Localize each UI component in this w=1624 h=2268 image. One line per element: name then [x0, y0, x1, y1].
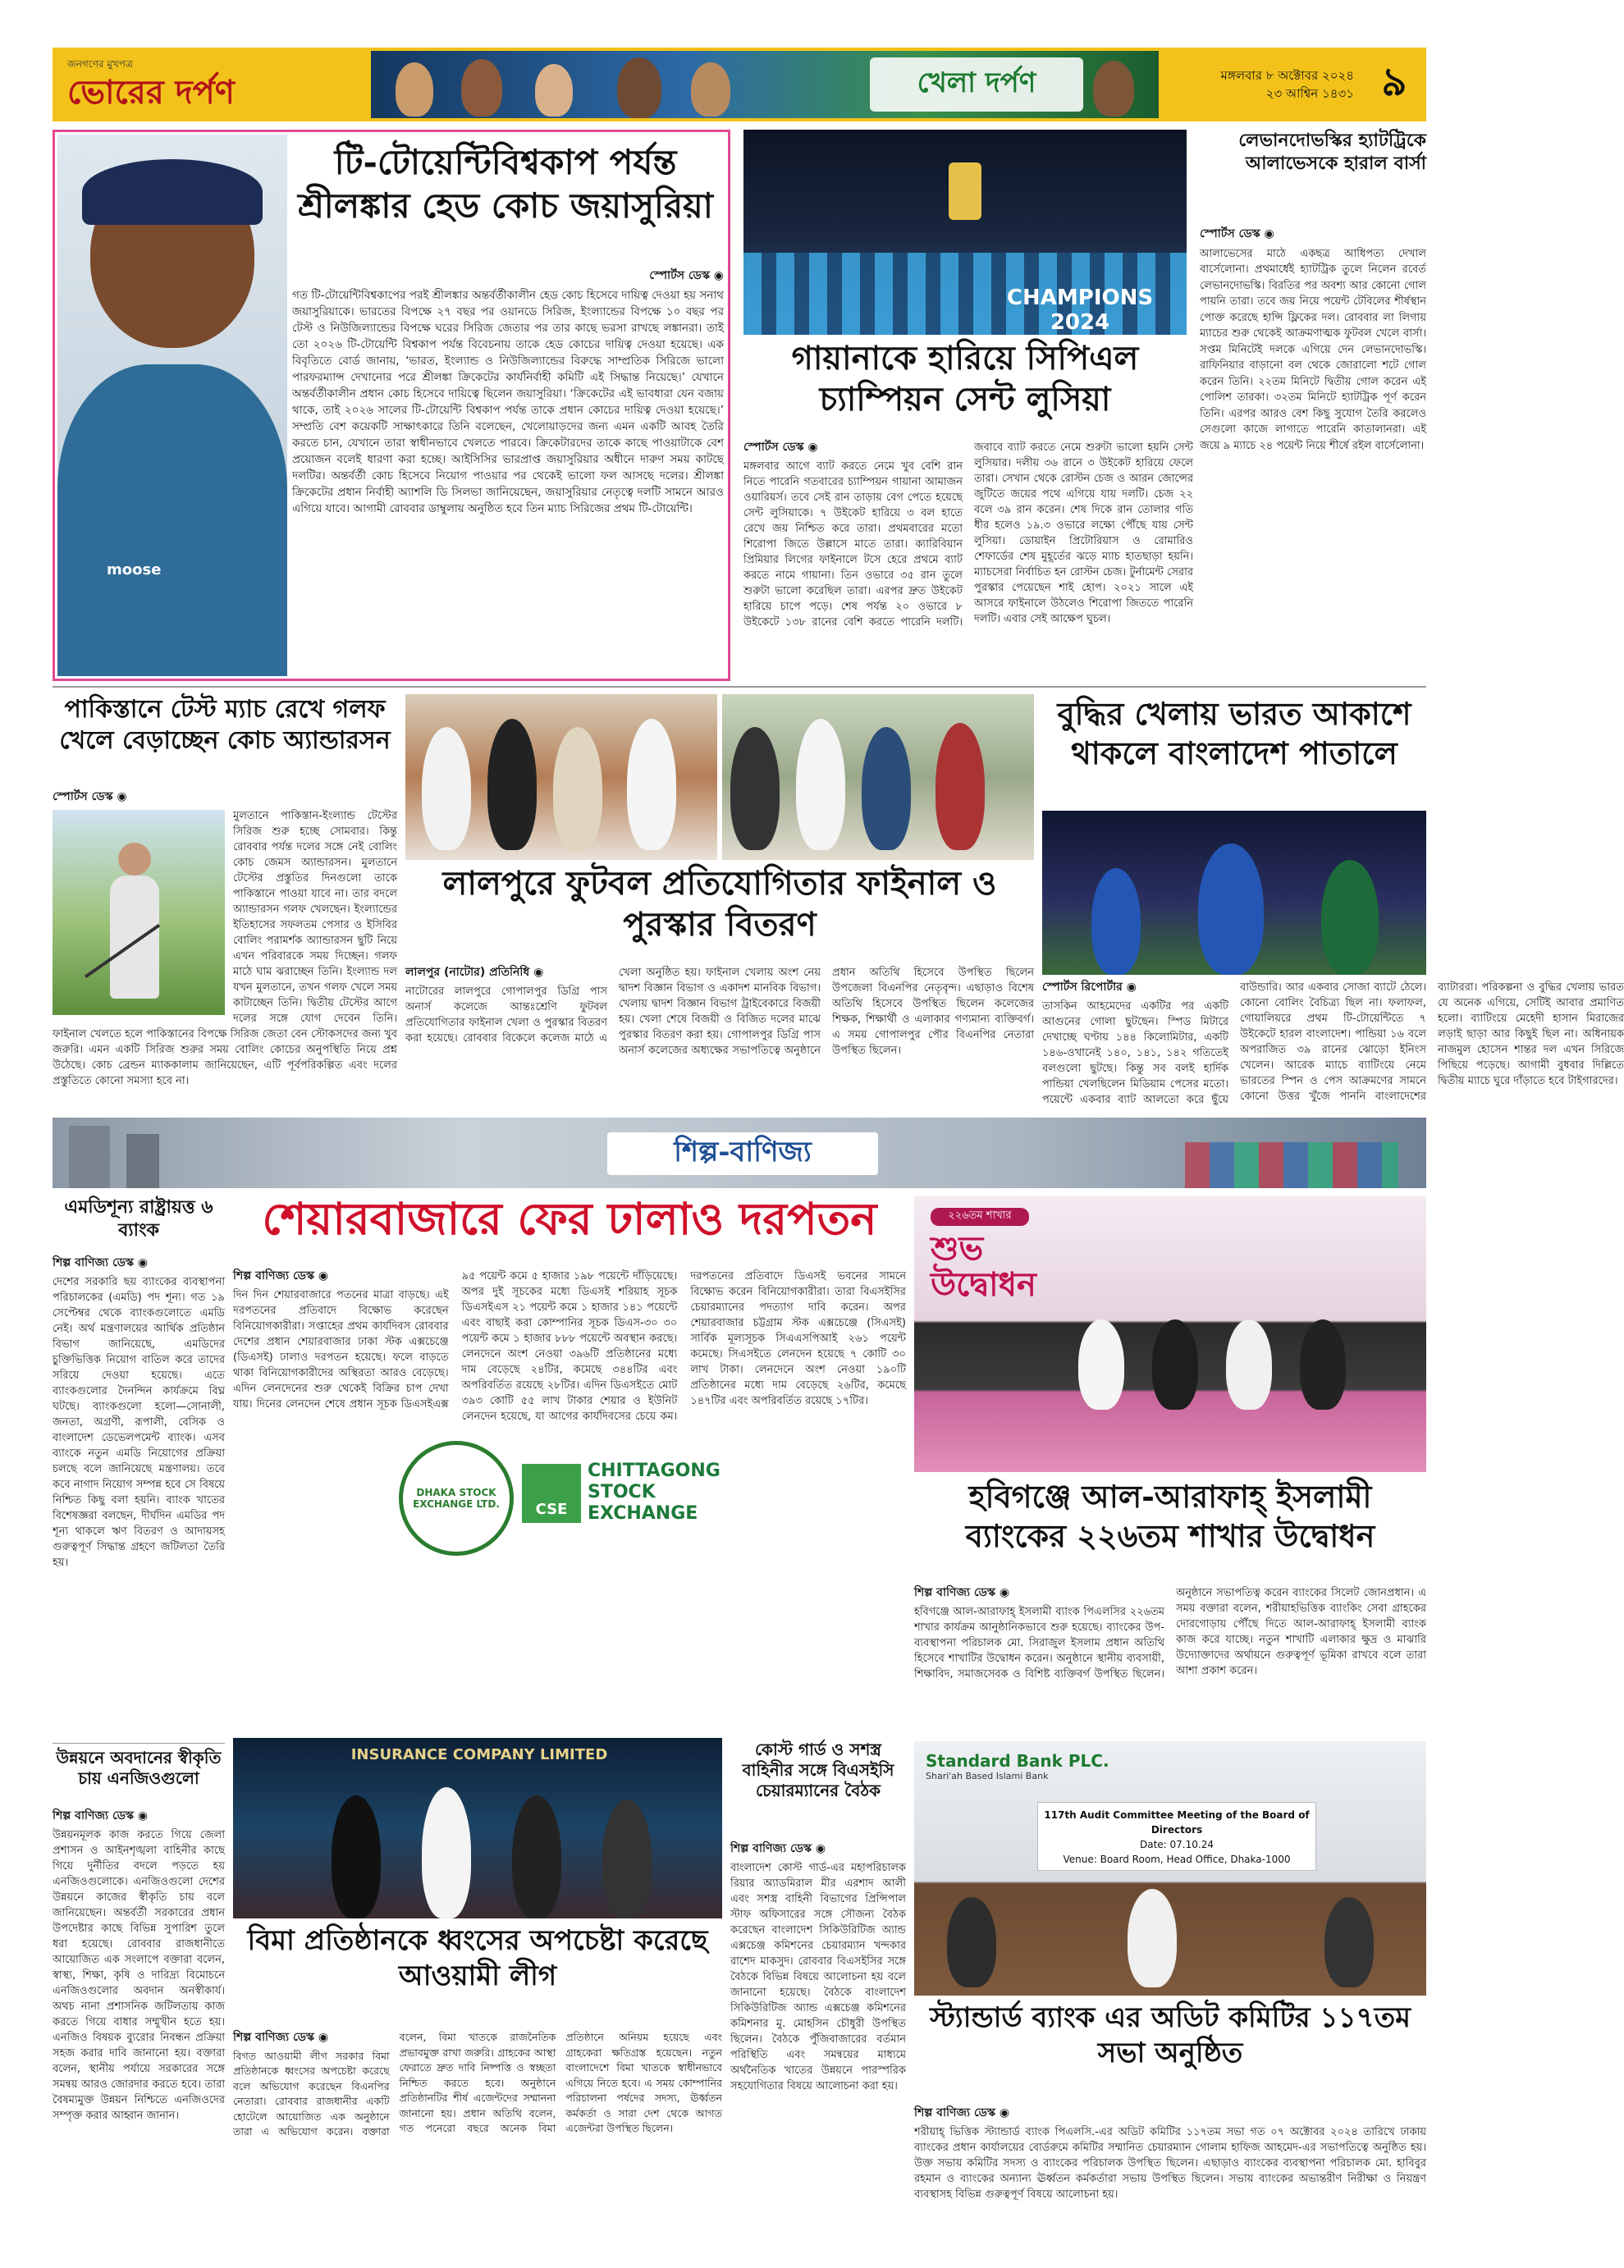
lewandowski-byline: স্পোর্টস ডেস্ক ◉	[1200, 227, 1274, 240]
banks-byline: শিল্প বাণিজ্য ডেস্ক ◉	[53, 1256, 149, 1269]
insurance-article	[233, 2030, 722, 2257]
cpl-body: মঙ্গলবার আগে ব্যাট করতে নেমে খুব বেশি রান নিতে পারেনি গতবারের চ্যাম্পিয়ন গায়ানা আমাজন ওয়ারিয়র্স। তবে সেই রান তাড়ায় বেগ পেতে হয়েছে সেন্ট লুসিয়াকে। ৭ উইকেট হারিয়ে ৩ বল হাতে রেখে জয় নিশ্চিত করে তারা। প্রথমবারের মতো শিরোপা জিতে উল্লাসে মাতে তারা। ক্যারিবিয়ান প্রিমিয়ার লিগের ফাইনালে টসে হেরে প্রথমে ব্যাট করতে নামে গায়ানা। তিন ওভারে ৩৫ রান তুলে শুরুটা ভালো করেছিল তারা। এরপর দ্রুত উইকেট হারিয়ে চাপে পড়ে। শেষ পর্যন্ত ২০ ওভারে ৮ উইকেটে ১৩৮ রানের বেশি করতে পারেনি দলটি। জবাবে ব্যাট করতে নেমে শুরুটা ভালো হয়নি সেন্ট লুসিয়ার। দলীয় ৩৬ রানে ৩ উইকেট হারিয়ে ফেলে তারা। সেখান থেকে রোস্টন চেজ ও আরন জোন্সের জুটিতে জয়ের পথে এগিয়ে যায় দলটি। চেজ ২২ বলে ৩৯ রান করেন। শেষ দিকে রান তোলার গতি ধীর হলেও ১৯.৩ ওভারে লক্ষ্যে পৌঁছে যায় সেন্ট লুসিয়া। ডোয়াইন প্রিটোরিয়াস ও রোমারিও শেফার্ডের শেষ মুহূর্তের ঝড়ে ম্যাচ হাতছাড়া হয়নি। ম্যাচসেরা নির্বাচিত হন রোস্টন চেজ। টুর্নামেন্ট সেরার পুরস্কার পেয়েছেন শাই হোপ। ২০২১ সালে এই আসরে ফাইনালে উঠলেও শিরোপা জিততে পারেনি দলটি। এবার সেই আক্ষেপ ঘুচল।	[743, 441, 1193, 629]
lalpur-headline: লালপুরে ফুটবল প্রতিযোগিতার ফাইনাল ও পুরস্কার বিতরণ	[442, 864, 997, 944]
share-headline: শেয়ারবাজারে ফের ঢালাও দরপতন	[262, 1192, 877, 1245]
india-cricket-photo	[1042, 811, 1426, 975]
divider	[53, 1743, 225, 1744]
section-title: খেলা দর্পণ	[870, 57, 1083, 112]
banks-body: দেশের সরকারি ছয় ব্যাংকের ব্যবস্থাপনা পরিচালকের (এমডি) পদ শূন্য। গত ১৯ সেপ্টেম্বর থেকে ব্যাংকগুলোতে এমডি নেই। অর্থ মন্ত্রণালয়ের আর্থিক প্রতিষ্ঠান বিভাগ জানিয়েছে, এমডিদের চুক্তিভিত্তিক নিয়োগ বাতিল করে তাদের সরিয়ে দেওয়া হয়েছে। এতে ব্যাংকগুলোর দৈনন্দিন কার্যক্রমে বিঘ্ন ঘটছে। ব্যাংকগুলো হলো—সোনালী, জনতা, অগ্রণী, রূপালী, বেসিক ও বাংলাদেশ ডেভেলপমেন্ট ব্যাংক। এসব ব্যাংকে নতুন এমডি নিয়োগের প্রক্রিয়া চলছে বলে জানিয়েছে মন্ত্রণালয়। তবে কবে নাগাদ নিয়োগ সম্পন্ন হবে সে বিষয়ে নিশ্চিত কিছু বলা হয়নি। ব্যাংক খাতের বিশেষজ্ঞরা বলছেন, দীর্ঘদিন এমডির পদ শূন্য থাকলে ঋণ বিতরণ ও আদায়সহ গুরুত্বপূর্ণ সিদ্ধান্ত গ্রহণে জটিলতা তৈরি হয়।	[53, 1276, 225, 1569]
banks-article	[53, 1255, 225, 1740]
lalpur-photo-2	[722, 694, 1034, 860]
divider	[53, 686, 1426, 688]
coastguard-byline: শিল্প বাণিজ্য ডেস্ক ◉	[730, 1842, 826, 1855]
meeting-screen-date: Date: 07.10.24	[1140, 1839, 1214, 1850]
insurance-headline: বিমা প্রতিষ্ঠানকে ধ্বংসের অপচেষ্টা করেছে আওয়ামী লীগ	[247, 1924, 708, 1992]
coastguard-headline: কোস্ট গার্ড ও সশস্ত্র বাহিনীর সঙ্গে বিএসইসি চেয়ারম্যানের বৈঠক	[742, 1740, 894, 1800]
alarafah-banner-text: শুভ উদ্বোধন	[931, 1229, 1036, 1304]
cse-line2: STOCK	[588, 1482, 656, 1502]
cpl-article	[743, 440, 1193, 678]
ngo-article	[53, 1808, 225, 2257]
jayasuriya-body: গত টি-টোয়েন্টিবিশ্বকাপের পরই শ্রীলঙ্কার অন্তর্বর্তীকালীন হেড কোচ হিসেবে দায়িত্ব দেওয়া হয় সনাথ জয়াসুরিয়াকে। ভারতের বিপক্ষে ২৭ বছর পর ওয়ানডে সিরিজ, ইংল্যান্ডের বিপক্ষে ১০ বছর পর টেস্ট ও নিউজিল্যান্ডের বিপক্ষে ঘরের সিরিজ জেতার পর তার কাছে ভরসা রাখছে লঙ্কানরা। তাই তো ২০২৬ টি-টোয়েন্টি বিশ্বকাপ পর্যন্ত বিবেচনায় তাকে হেড কোচের দায়িত্ব দেওয়া হয়েছে। এক বিবৃতিতে বোর্ড জানায়, ‘ভারত, ইংল্যান্ড ও নিউজিল্যান্ডের বিরুদ্ধে সাম্প্রতিক সিরিজে ভালো পারফরম্যান্স দেখানোর পরে শ্রীলঙ্কা ক্রিকেটের কার্যনির্বাহী কমিটি এই সিদ্ধান্ত নিয়েছে।’ যেখানে অন্তর্বর্তীকালীন প্রধান কোচ হিসেবে দায়িত্বে ছিলেন জয়াসুরিয়া। ‘ক্রিকেটের এই ভাবধারা যেন বজায় থাকে, তাই ২০২৬ সালের টি-টোয়েন্টি বিশ্বকাপ পর্যন্ত তাকে প্রধান কোচের দায়িত্ব দেওয়া হয়েছে।’ সম্প্রতি বেশ কয়েকটি সাক্ষাৎকারে তিনি বলেছেন, খেলোয়াড়দের জন্য এমন একটি আবহ তৈরি করতে চান, যেখানে তারা স্বাধীনভাবে খেলতে পারবে। ক্রিকেটারদের তাকে কাছে পাওয়াটাকে বেশ প্রয়োজন বলেই ধারণা করা হচ্ছে। আইসিসির ভারপ্রাপ্ত জয়াসুরিয়ার অধীনে দারুণ সময় কাটছে দলটির। অন্তর্বর্তী কোচ হিসেবে নিয়োগ পাওয়ার পর থেকেই ভালো ফল আসছে দলের। শ্রীলঙ্কা ক্রিকেটের প্রধান নির্বাহী অ্যাশলি ডি সিলভা জানিয়েছেন, জয়াসুরিয়ার নেতৃত্বে দলটি সামনে আরও এগিয়ে যাবে। আগামী রোববার ডাম্বুলায় অনুষ্ঠিত হবে তিন ম্যাচ সিরিজের প্রথম টি-টোয়েন্টি।	[292, 289, 724, 515]
share-body: দিন দিন শেয়ারবাজারে পতনের মাত্রা বাড়ছে। এই দরপতনের প্রতিবাদে বিক্ষোভ করেছেন বিনিয়োগকারীরা। সপ্তাহের প্রথম কার্যদিবস রোববার দেশের প্রধান শেয়ারবাজার ঢাকা স্টক এক্সচেঞ্জে (ডিএসই) ঢালাও দরপতন হয়েছে। ফলে বাড়তে থাকা বিনিয়োগকারীদের অস্থিরতা আরও বেড়েছে। এদিন লেনদেনের শুরু থেকেই বিক্রির চাপ দেখা যায়। দিনের লেনদেন শেষে প্রধান সূচক ডিএসইএক্স ৯৫ পয়েন্ট কমে ৫ হাজার ১৯৮ পয়েন্টে দাঁড়িয়েছে। অপর দুই সূচকের মধ্যে ডিএসই শরিয়াহ সূচক ডিএসইএস ২১ পয়েন্ট কমে ১ হাজার ১৪১ পয়েন্টে এবং বাছাই করা কোম্পানির সূচক ডিএস-৩০ ৩০ পয়েন্ট কমে ১ হাজার ৮৮৮ পয়েন্টে অবস্থান করছে। লেনদেনে অংশ নেওয়া ৩৯৬টি প্রতিষ্ঠানের মধ্যে দাম বেড়েছে ২৪টির, কমেছে ৩৪৪টির এবং অপরিবর্তিত রয়েছে ২৮টির। এদিন ডিএসইতে মোট ৩৯৩ কোটি ৫৫ লাখ টাকার শেয়ার ও ইউনিট লেনদেন হয়েছে, যা আগের কার্যদিবসের চেয়ে কম। দরপতনের প্রতিবাদে ডিএসই ভবনের সামনে বিক্ষোভ করেন বিনিয়োগকারীরা। তারা বিএসইসির চেয়ারম্যানের পদত্যাগ দাবি করেন। অপর শেয়ারবাজার চট্টগ্রাম স্টক এক্সচেঞ্জে (সিএসই) সার্বিক মূল্যসূচক সিএএসপিআই ২৬১ পয়েন্ট কমেছে। সিএসইতে লেনদেন হয়েছে ৭ কোটি ৩০ লাখ টাকা। লেনদেনে অংশ নেওয়া ১৯০টি প্রতিষ্ঠানের মধ্যে দাম বেড়েছে ২৬টির, কমেছে ১৪৭টির এবং অপরিবর্তিত রয়েছে ১৭টির।	[233, 1270, 906, 1423]
anderson-body: মুলতানে পাকিস্তান-ইংল্যান্ড টেস্টের সিরিজ শুরু হচ্ছে সোমবার। কিন্তু রোববার পর্যন্ত দলের সঙ্গে নেই বোলিং কোচ জেমস অ্যান্ডারসন। মুলতানে টেস্টের প্রস্তুতির দিনগুলো তাকে পাকিস্তানে পাওয়া যাবে না। তার বদলে অ্যান্ডারসন গলফ খেলছেন। ইংল্যান্ডের ইতিহাসের সফলতম পেসার ও ইসিবির বোলিং পরামর্শক অ্যান্ডারসন ছুটি নিয়ে এখন পরিবারকে সময় দিচ্ছেন। গলফ মাঠে ঘাম ঝরাচ্ছেন তিনি। ইংল্যান্ড দল যখন মুলতানে, তখন গলফ খেলে সময় কাটাচ্ছেন তিনি। দ্বিতীয় টেস্টের আগে দলের সঙ্গে যোগ দেবেন তিনি। ফাইনাল খেলতে হলে পাকিস্তানের বিপক্ষে সিরিজ জেতা বেন স্টোকসদের জন্য খুব জরুরি। এমন একটি সিরিজ শুরুর সময় বোলিং কোচের অনুপস্থিতি নিয়ে প্রশ্ন উঠেছে। কোচ ব্রেন্ডন ম্যাককালাম জানিয়েছেন, এটি পূর্বপরিকল্পিত এবং দলের প্রস্তুতিতে কোনো সমস্যা হবে না।	[53, 810, 397, 1087]
alarafah-inauguration-photo	[914, 1196, 1426, 1472]
jayasuriya-photo: moose	[57, 135, 287, 676]
standard-headline: স্ট্যান্ডার্ড ব্যাংক এর অডিট কমিটির ১১৭তম সভা অনুষ্ঠিত	[929, 2001, 1411, 2069]
dse-logo	[399, 1441, 514, 1556]
brand-name: ভোরের দর্পণ	[67, 73, 235, 112]
india-body: তাসকিন আহমেদের একটির পর একটি আগুনের গোলা ছুটছেন। স্পিড মিটারে দেখাচ্ছে ঘণ্টায় ১৪৪ কিলোমিটার, একটি ১৪৬-ওখানেই ১৪০, ১৪১, ১৪২ গতিতেই বলগুলো ছুটছে। কিন্তু সব বলই হার্দিক পান্ডিয়া খেলছিলেন মিডিয়াম পেসের মতো। পয়েন্টে একবার ব্যাট আলতো করে ছুঁয়ে বাউন্ডারি। আর একবার সোজা ব্যাটে ঠেলে। কোনো বোলিং বৈচিত্র্য ছিল না। ফলাফল, গোয়ালিয়রে প্রথম টি-টোয়েন্টিতে ৭ উইকেটে হারল বাংলাদেশ। পান্ডিয়া ১৬ বলে অপরাজিত ৩৯ রানের ঝোড়ো ইনিংস খেলেন। আরেক ম্যাচে ব্যাটিংয়ে নেমে ভারতের স্পিন ও পেস আক্রমণের সামনে কোনো উত্তর খুঁজে পাননি বাংলাদেশের ব্যাটাররা। পরিকল্পনা ও বুদ্ধির খেলায় ভারত যে অনেক এগিয়ে, সেটিই আবার প্রমাণিত হলো। ব্যাটিংয়ে মেহেদী হাসান মিরাজের লড়াই ছাড়া আর কিছুই ছিল না। অধিনায়ক নাজমুল হোসেন শান্তর দল এখন সিরিজে পিছিয়ে পড়েছে। আগামী বুধবার দিল্লিতে দ্বিতীয় ম্যাচে ঘুরে দাঁড়াতে হবে টাইগারদের।	[1042, 981, 1624, 1106]
issue-date	[1182, 56, 1354, 113]
standard-article	[914, 2106, 1426, 2257]
insurance-event-photo	[233, 1738, 722, 1918]
anderson-headline: পাকিস্তানে টেস্ট ম্যাচ রেখে গলফ খেলে বেড়াচ্ছেন কোচ অ্যান্ডারসন	[59, 695, 391, 755]
lewandowski-body: আলাভেসের মাঠে একছত্র আধিপত্য দেখাল বার্সেলোনা। প্রথমার্ধেই হ্যাটট্রিক তুলে নিলেন রবের্ত লেভানদোভস্কি। বিরতির পর অবশ্য আর কোনো গোল পায়নি তারা। তবে জয় নিয়ে পয়েন্ট টেবিলের শীর্ষস্থান পোক্ত করেছে হান্সি ফ্লিকের দল। রোববার লা লিগায় ম্যাচের শুরু থেকেই আক্রমণাত্মক ফুটবল খেলে বার্সা। সপ্তম মিনিটেই দলকে এগিয়ে দেন লেভানদোভস্কি। রাফিনিয়ার বাড়ানো বল থেকে জোরালো শটে গোল করেন তিনি। ২২তম মিনিটে দ্বিতীয় গোল করেন এই পোলিশ তারকা। ৩২তম মিনিটে হ্যাটট্রিক পূর্ণ করেন তিনি। এরপর আরও বেশ কিছু সুযোগ তৈরি করলেও সেগুলো কাজে লাগাতে পারেনি কাতালানরা। এই জয়ে ৯ ম্যাচে ২৪ পয়েন্ট নিয়ে শীর্ষে রইল বার্সেলোনা।	[1200, 247, 1426, 452]
alarafah-article	[914, 1585, 1426, 1736]
jayasuriya-byline: স্পোর্টস ডেস্ক ◉	[649, 269, 724, 282]
ngo-byline: শিল্প বাণিজ্য ডেস্ক ◉	[53, 1809, 149, 1822]
meeting-screen	[1037, 1802, 1316, 1871]
standard-bank-logo	[926, 1751, 1172, 1792]
anderson-byline: স্পোর্টস ডেস্ক ◉	[53, 790, 127, 803]
jayasuriya-article	[292, 267, 724, 674]
jayasuriya-headline: টি-টোয়েন্টিবিশ্বকাপ পর্যন্ত শ্রীলঙ্কার হেড কোচ জয়াসুরিয়া	[298, 142, 713, 226]
cse-logo	[522, 1452, 727, 1534]
alarafah-banner-sub: ২২৬তম শাখার	[931, 1208, 1029, 1226]
lewandowski-article	[1200, 226, 1426, 678]
meeting-screen-venue: Venue: Board Room, Head Office, Dhaka-1000	[1063, 1854, 1291, 1865]
insurance-body: বিগত আওয়ামী লীগ সরকার বিমা প্রতিষ্ঠানকে ধ্বংসের অপচেষ্টা করেছে বলে অভিযোগ করেছেন বিএনপির নেতারা। রোববার রাজধানীর একটি হোটেলে আয়োজিত এক অনুষ্ঠানে তারা এ অভিযোগ করেন। বক্তারা বলেন, বিমা খাতকে রাজনৈতিক প্রভাবমুক্ত রাখা জরুরি। গ্রাহকের আস্থা ফেরাতে দ্রুত দাবি নিষ্পত্তি ও স্বচ্ছতা নিশ্চিত করতে হবে। অনুষ্ঠানে প্রতিষ্ঠানটির শীর্ষ এজেন্টদের সম্মাননা জানানো হয়। প্রধান অতিথি বলেন, গত পনেরো বছরে অনেক বিমা প্রতিষ্ঠানে অনিয়ম হয়েছে এবং গ্রাহকেরা ক্ষতিগ্রস্ত হয়েছেন। নতুন বাংলাদেশে বিমা খাতকে স্বাধীনভাবে এগিয়ে নিতে হবে। এ সময় কোম্পানির পরিচালনা পর্ষদের সদস্য, ঊর্ধ্বতন কর্মকর্তা ও সারা দেশ থেকে আগত এজেন্টরা উপস্থিত ছিলেন।	[233, 2031, 722, 2138]
dse-logo-text: DHAKA STOCK EXCHANGE LTD.	[413, 1487, 500, 1510]
page-number: ৯	[1381, 58, 1407, 105]
india-headline: বুদ্ধির খেলায় ভারত আকাশে থাকলে বাংলাদেশ পাতালে	[1057, 695, 1411, 771]
coastguard-body: বাংলাদেশ কোস্ট গার্ড-এর মহাপরিচালক রিয়ার অ্যাডমিরাল মীর এরশাদ আলী এবং সশস্ত্র বাহিনী বিভাগের প্রিন্সিপাল স্টাফ অফিসারের সঙ্গে সৌজন্য বৈঠক করেছেন বাংলাদেশ সিকিউরিটিজ অ্যান্ড এক্সচেঞ্জ কমিশনের চেয়ারম্যান খন্দকার রাশেদ মাকসুদ। রোববার বিএসইসির সঙ্গে বৈঠকে বিভিন্ন বিষয়ে আলোচনা হয় বলে জানানো হয়েছে। বৈঠকে বাংলাদেশ সিকিউরিটিজ অ্যান্ড এক্সচেঞ্জ কমিশনের কমিশনার মু. মোহসিন চৌধুরী উপস্থিত ছিলেন। বৈঠকে পুঁজিবাজারের বর্তমান পরিস্থিতি এবং সমন্বয়ের মাধ্যমে অর্থনৈতিক খাতের উন্নয়নে পারস্পরিক সহযোগিতার বিষয়ে আলোচনা করা হয়।	[730, 1862, 906, 2092]
india-byline: স্পোর্টস রিপোর্টার ◉	[1042, 981, 1137, 994]
standard-bank-sub: Shari'ah Based Islami Bank	[926, 1771, 1049, 1781]
cse-line1: CHITTAGONG	[588, 1461, 721, 1481]
cse-mark: CSE	[522, 1464, 581, 1523]
standard-body: শরীয়াহ্ ভিত্তিক স্ট্যান্ডার্ড ব্যাংক পিএলসি.-এর অডিট কমিটির ১১৭তম সভা গত ০৭ অক্টোবর ২০২৪ তারিখে ঢাকায় ব্যাংকের প্রধান কার্যালয়ের বোর্ডরুমে কমিটির সম্মানিত চেয়ারম্যান গোলাম হাফিজ আহমেদ-এর সভাপতিত্বে অনুষ্ঠিত হয়। উক্ত সভায় কমিটির সদস্য ও ব্যাংকের পরিচালক উপস্থিত ছিলেন। এছাড়াও ব্যাংকের ব্যবস্থাপনা পরিচালক মো. হাবিবুর রহমান ও ব্যাংকের অন্যান্য ঊর্ধ্বতন কর্মকর্তারা সভায় উপস্থিত ছিলেন। সভায় ব্যাংকের অভ্যন্তরীণ নিরীক্ষা ও নিয়ন্ত্রণ ব্যবস্থাসহ বিভিন্ন গুরুত্বপূর্ণ বিষয়ে আলোচনা হয়।	[914, 2126, 1426, 2201]
insurance-event-banner: INSURANCE COMPANY LIMITED	[350, 1746, 608, 1763]
lalpur-article	[405, 965, 1034, 1109]
ngo-body: উন্নয়নমূলক কাজ করতে গিয়ে জেলা প্রশাসন ও আইনশৃঙ্খলা বাহিনীর কাছে গিয়ে দুর্নীতির বদলে পড়তে হয় এনজিওগুলোকে। এনজিওগুলো দেশের উন্নয়নে কাজের স্বীকৃতি চায় বলে জানিয়েছেন। অন্তর্বর্তী সরকারের প্রধান উপদেষ্টার কাছে বিভিন্ন সুপারিশ তুলে ধরা হয়েছে। রোববার রাজধানীতে আয়োজিত এক সংলাপে বক্তারা বলেন, স্বাস্থ্য, শিক্ষা, কৃষি ও দারিদ্র্য বিমোচনে এনজিওগুলোর অবদান অনস্বীকার্য। অথচ নানা প্রশাসনিক জটিলতায় কাজ করতে গিয়ে বাধার সম্মুখীন হতে হয়। এনজিও বিষয়ক ব্যুরোর নিবন্ধন প্রক্রিয়া সহজ করার দাবি জানানো হয়। বক্তারা বলেন, স্থানীয় পর্যায়ে সরকারের সঙ্গে সমন্বয় আরও জোরদার করতে হবে। তারা বৈষম্যমুক্ত উন্নয়ন নিশ্চিতে এনজিওদের সম্পৃক্ত করার আহ্বান জানান।	[53, 1829, 225, 2122]
cse-line3: EXCHANGE	[588, 1503, 698, 1524]
standard-bank-name: Standard Bank PLC.	[926, 1751, 1109, 1771]
standard-byline: শিল্প বাণিজ্য ডেস্ক ◉	[914, 2106, 1010, 2119]
alarafah-body: হবিগঞ্জে আল-আরাফাহ্ ইসলামী ব্যাংক পিএলসির ২২৬তম শাখার কার্যক্রম আনুষ্ঠানিকভাবে শুরু হয়েছে। ব্যাংকের উপ-ব্যবস্থাপনা পরিচালক মো. সিরাজুল ইসলাম প্রধান অতিথি হিসেবে শাখাটির উদ্বোধন করেন। অনুষ্ঠানে স্থানীয় ব্যবসায়ী, শিক্ষাবিদ, সমাজসেবক ও বিশিষ্ট ব্যক্তিবর্গ উপস্থিত ছিলেন। অনুষ্ঠানে সভাপতিত্ব করেন ব্যাংকের সিলেট জোনপ্রধান। এ সময় বক্তারা বলেন, শরীয়াহভিত্তিক ব্যাংকিং সেবা গ্রাহকের দোরগোড়ায় পৌঁছে দিতে আল-আরাফাহ্ ইসলামী ব্যাংক কাজ করে যাচ্ছে। নতুন শাখাটি এলাকার ক্ষুদ্র ও মাঝারি উদ্যোক্তাদের অর্থায়নে গুরুত্বপূর্ণ ভূমিকা রাখবে বলে তারা আশা প্রকাশ করেন।	[914, 1587, 1426, 1680]
standard-bank-meeting-photo	[914, 1741, 1426, 1996]
insurance-byline: শিল্প বাণিজ্য ডেস্ক ◉	[233, 2031, 329, 2044]
banks-headline: এমডিশূন্য রাষ্ট্রায়ত্ত ৬ ব্যাংক	[64, 1196, 213, 1241]
share-byline: শিল্প বাণিজ্য ডেস্ক ◉	[233, 1269, 329, 1283]
anderson-article-top	[53, 789, 397, 1109]
alarafah-byline: শিল্প বাণিজ্য ডেস্ক ◉	[914, 1586, 1010, 1599]
cpl-champions-photo	[743, 130, 1187, 335]
date-english: মঙ্গলবার ৮ অক্টোবর ২০২৪	[1220, 68, 1354, 83]
meeting-screen-title: 117th Audit Committee Meeting of the Board of Directors	[1044, 1809, 1310, 1836]
lalpur-photo-1	[405, 694, 717, 860]
newspaper-logo	[53, 48, 364, 121]
lalpur-byline: লালপুর (নাটোর) প্রতিনিধি ◉	[405, 966, 544, 979]
coastguard-article	[730, 1841, 906, 2257]
champions-banner: CHAMPIONS 2024	[1006, 286, 1154, 335]
business-section-label: শিল্প-বাণিজ্য	[607, 1132, 878, 1175]
anderson-golf-photo	[53, 810, 225, 1015]
date-bangla: ২৩ আশ্বিন ১৪৩১	[1265, 86, 1354, 101]
lewandowski-headline: লেভানদোভস্কির হ্যাটট্রিকে আলাভেসকে হারাল বার্সা	[1238, 130, 1426, 174]
ngo-headline: উন্নয়নে অবদানের স্বীকৃতি চায় এনজিওগুলো	[56, 1748, 222, 1788]
cpl-byline: স্পোর্টস ডেস্ক ◉	[743, 441, 818, 454]
tagline: জনগণের মুখপত্র	[67, 58, 133, 70]
india-article	[1042, 980, 1624, 1111]
lalpur-body: নাটোরের লালপুরে গোপালপুর ডিগ্রি পাস অনার্স কলেজে আন্তঃশ্রেণি ফুটবল প্রতিযোগিতার ফাইনাল খেলা ও পুরস্কার বিতরণ করা হয়েছে। রোববার বিকেলে কলেজ মাঠে এ খেলা অনুষ্ঠিত হয়। ফাইনাল খেলায় অংশ নেয় দ্বাদশ বিজ্ঞান বিভাগ ও একাদশ মানবিক বিভাগ। খেলায় দ্বাদশ বিজ্ঞান বিভাগ ট্রাইবেকারে বিজয়ী হয়। খেলা শেষে বিজয়ী ও বিজিত দলের মাঝে পুরস্কার বিতরণ করা হয়। গোপালপুর ডিগ্রি পাস অনার্স কলেজের অধ্যক্ষের সভাপতিত্বে অনুষ্ঠানে প্রধান অতিথি হিসেবে উপস্থিত ছিলেন উপজেলা বিএনপির নেতৃবৃন্দ। এছাড়াও বিশেষ অতিথি হিসেবে উপস্থিত ছিলেন কলেজের শিক্ষক, শিক্ষার্থী ও এলাকার গণ্যমান্য ব্যক্তিবর্গ। এ সময় গোপালপুর পৌর বিএনপির নেতারা উপস্থিত ছিলেন।	[405, 967, 1034, 1057]
alarafah-headline: হবিগঞ্জে আল-আরাফাহ্ ইসলামী ব্যাংকের ২২৬তম শাখার উদ্বোধন	[965, 1478, 1375, 1554]
cpl-headline: গায়ানাকে হারিয়ে সিপিএল চ্যাম্পিয়ন সেন্ট লুসিয়া	[791, 339, 1139, 418]
